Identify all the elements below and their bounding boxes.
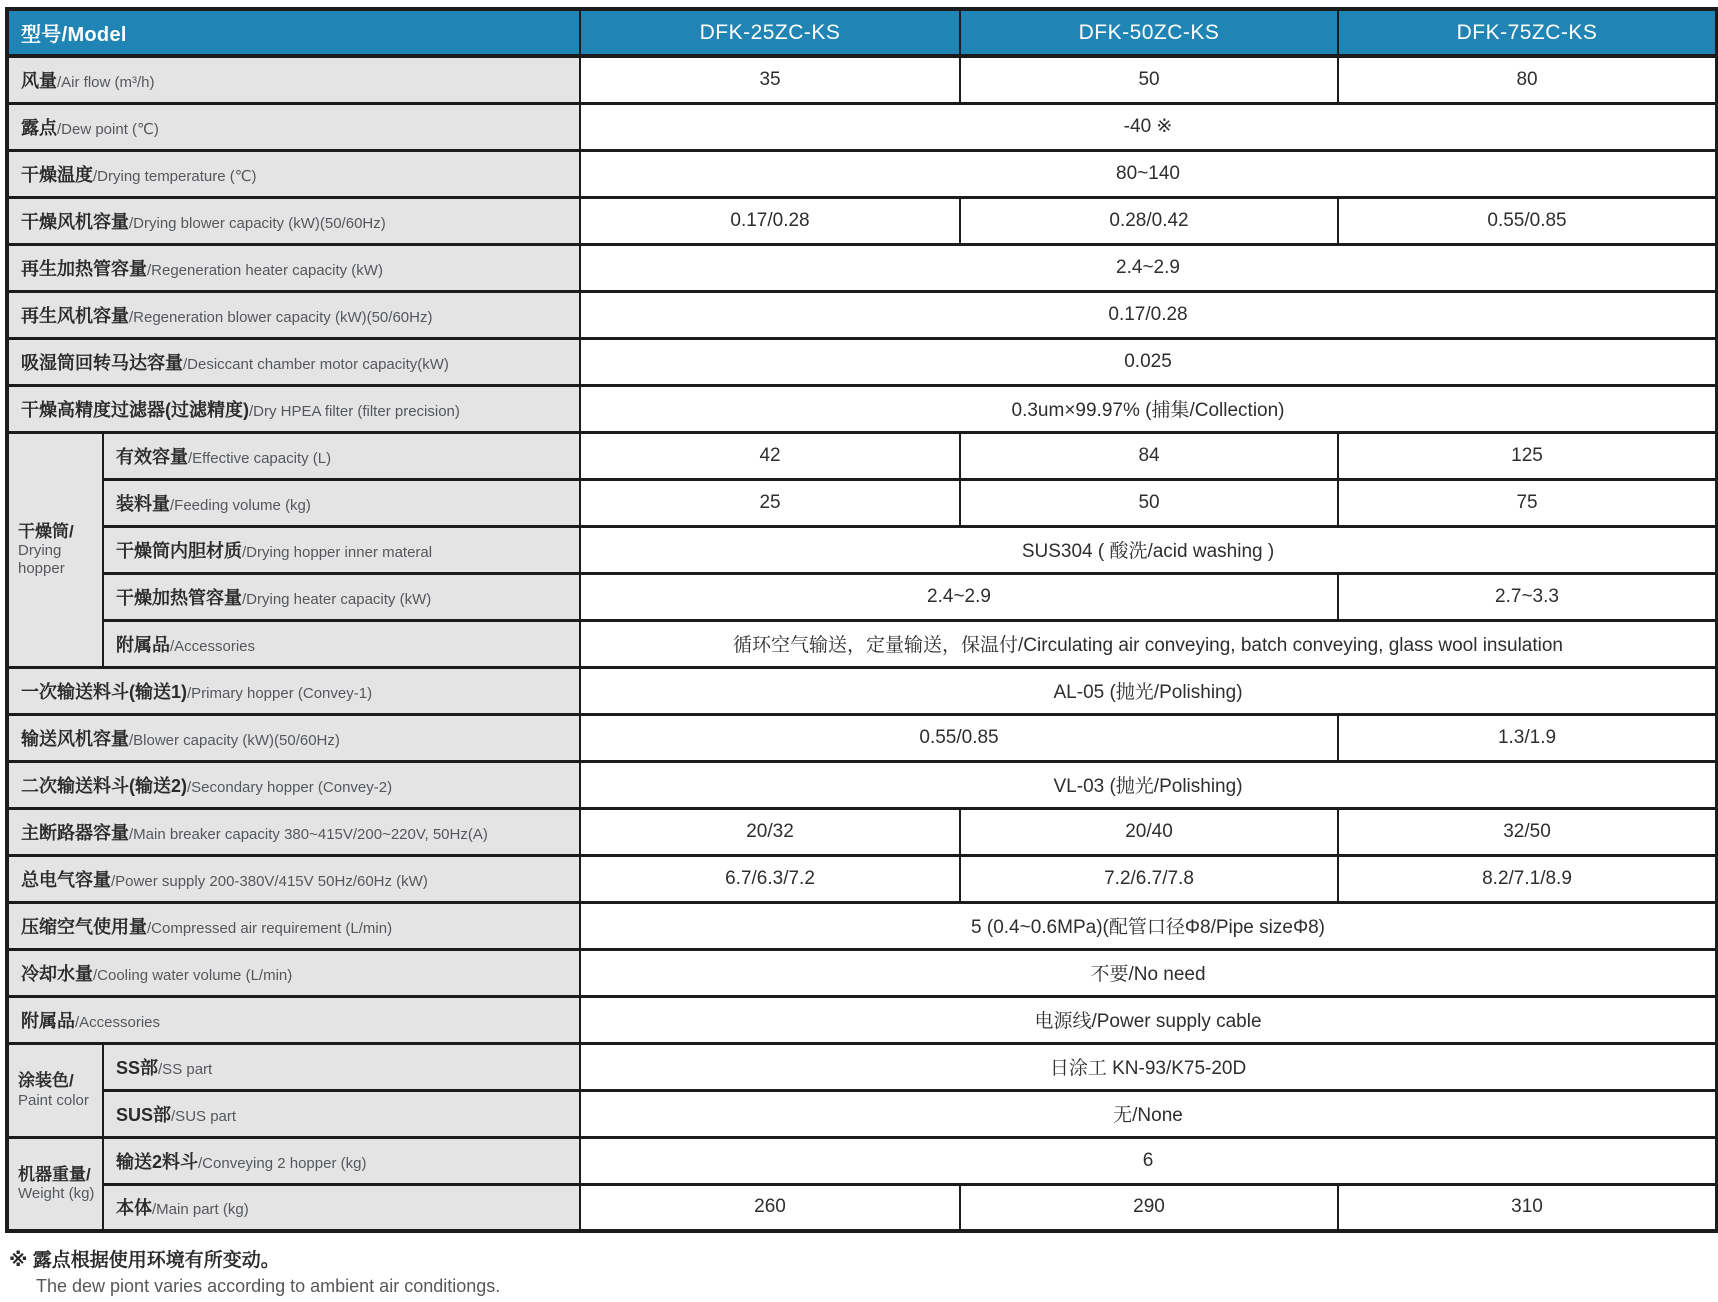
- header-row: [7, 9, 1717, 56]
- value-cell: 不要/No need: [580, 949, 1717, 996]
- label-english: /Blower capacity (kW)(50/60Hz): [129, 731, 340, 749]
- value-cell: 35: [580, 56, 960, 103]
- table-row: [7, 1090, 1717, 1137]
- label-chinese: 露点: [21, 117, 57, 138]
- row-label: [103, 432, 580, 479]
- label-english: /Regeneration blower capacity (kW)(50/60Hz): [129, 308, 433, 326]
- label-english: /Conveying 2 hopper (kg): [198, 1154, 367, 1172]
- label-english: /SUS part: [171, 1107, 237, 1125]
- label-english: /Drying heater capacity (kW): [242, 590, 432, 608]
- label-chinese: 压缩空气使用量: [21, 916, 147, 937]
- label-chinese: 装料量: [116, 493, 170, 514]
- label-chinese: 干燥风机容量: [21, 211, 129, 232]
- table-row: [7, 479, 1717, 526]
- label-chinese: 冷却水量: [21, 963, 93, 984]
- table-row: [7, 432, 1717, 479]
- footnote: [9, 1249, 1714, 1298]
- table-row: [7, 1137, 1717, 1184]
- table-row: [7, 291, 1717, 338]
- group-label-paint_color: [7, 1043, 103, 1137]
- value-cell: VL-03 (抛光/Polishing): [580, 761, 1717, 808]
- value-cell: 0.17/0.28: [580, 291, 1717, 338]
- label-chinese: 附属品: [21, 1010, 75, 1031]
- value-cell: AL-05 (抛光/Polishing): [580, 667, 1717, 714]
- row-label: [7, 338, 580, 385]
- label-english: /Drying blower capacity (kW)(50/60Hz): [129, 214, 386, 232]
- value-cell: 0.55/0.85: [1338, 197, 1717, 244]
- model-header-cell: 型号/Model: [7, 9, 580, 56]
- value-cell: 0.28/0.42: [960, 197, 1338, 244]
- row-label: [103, 479, 580, 526]
- label-chinese: 干燥温度: [21, 164, 93, 185]
- value-cell: 84: [960, 432, 1338, 479]
- label-english: /Regeneration heater capacity (kW): [147, 261, 383, 279]
- value-cell: 25: [580, 479, 960, 526]
- value-cell: 2.7~3.3: [1338, 573, 1717, 620]
- table-row: [7, 150, 1717, 197]
- group-label-drying_hopper: [7, 432, 103, 667]
- table-row: [7, 761, 1717, 808]
- label-chinese: 风量: [21, 70, 57, 91]
- row-label: [7, 667, 580, 714]
- table-row: [7, 667, 1717, 714]
- label-chinese: 干燥高精度过滤器(过滤精度): [21, 399, 249, 420]
- footnote-english: The dew piont varies according to ambient air conditiongs.: [36, 1275, 501, 1296]
- label-english: /Air flow (m³/h): [57, 73, 155, 91]
- value-cell: 75: [1338, 479, 1717, 526]
- label-english: /Effective capacity (L): [188, 449, 332, 467]
- column-header-dfk-50zc-ks: DFK-50ZC-KS: [960, 9, 1338, 56]
- value-cell: 7.2/6.7/7.8: [960, 855, 1338, 902]
- value-cell: 6: [580, 1137, 1717, 1184]
- label-chinese: 总电气容量: [21, 869, 111, 890]
- table-row: [7, 526, 1717, 573]
- value-cell: 80: [1338, 56, 1717, 103]
- label-english: /Primary hopper (Convey-1): [187, 684, 373, 702]
- row-label: [7, 103, 580, 150]
- label-english: Paint color: [18, 1091, 89, 1109]
- label-english: /Main breaker capacity 380~415V/200~220V, 50Hz(A): [129, 825, 488, 843]
- row-label: [7, 761, 580, 808]
- table-row: [7, 1184, 1717, 1231]
- label-chinese: 输送2料斗: [116, 1151, 199, 1172]
- value-cell: 50: [960, 56, 1338, 103]
- row-label: [103, 573, 580, 620]
- table-row: [7, 197, 1717, 244]
- label-chinese: 再生风机容量: [21, 305, 129, 326]
- row-label: [7, 855, 580, 902]
- row-label: [103, 1090, 580, 1137]
- spec-table: [5, 7, 1718, 1233]
- label-chinese: 一次输送料斗(输送1): [21, 681, 187, 702]
- row-label: [103, 620, 580, 667]
- column-header-dfk-75zc-ks: DFK-75ZC-KS: [1338, 9, 1717, 56]
- label-english: /Main part (kg): [152, 1201, 249, 1219]
- label-english: /Drying temperature (℃): [93, 167, 257, 185]
- row-label: [103, 526, 580, 573]
- label-chinese: 主断路器容量: [21, 822, 129, 843]
- row-label: [103, 1043, 580, 1090]
- table-row: [7, 385, 1717, 432]
- value-cell: 0.55/0.85: [580, 714, 1338, 761]
- row-label: [7, 996, 580, 1043]
- value-cell: 310: [1338, 1184, 1717, 1231]
- row-label: [7, 949, 580, 996]
- table-row: [7, 56, 1717, 103]
- table-row: [7, 244, 1717, 291]
- row-label: [7, 197, 580, 244]
- footnote-chinese: ※ 露点根据使用环境有所变动。: [9, 1250, 280, 1271]
- table-row: [7, 808, 1717, 855]
- value-cell: 20/40: [960, 808, 1338, 855]
- row-label: [7, 808, 580, 855]
- label-chinese: 再生加热管容量: [21, 258, 147, 279]
- value-cell: 80~140: [580, 150, 1717, 197]
- spec-table-body: [7, 56, 1717, 1231]
- label-chinese: 吸湿筒回转马达容量: [21, 352, 183, 373]
- value-cell: 2.4~2.9: [580, 573, 1338, 620]
- value-cell: 6.7/6.3/7.2: [580, 855, 960, 902]
- value-cell: 50: [960, 479, 1338, 526]
- label-chinese: 附属品: [116, 634, 170, 655]
- label-english: /Compressed air requirement (L/min): [147, 919, 393, 937]
- label-chinese: SUS部: [116, 1104, 172, 1125]
- label-english: /SS part: [158, 1060, 213, 1078]
- label-chinese: 机器重量/: [18, 1165, 91, 1185]
- value-cell: SUS304 ( 酸洗/acid washing ): [580, 526, 1717, 573]
- table-row: [7, 103, 1717, 150]
- value-cell: 日涂工 KN-93/K75-20D: [580, 1043, 1717, 1090]
- row-label: [7, 56, 580, 103]
- label-english: /Power supply 200-380V/415V 50Hz/60Hz (kW): [111, 872, 428, 890]
- value-cell: 32/50: [1338, 808, 1717, 855]
- label-english: Weight (kg): [18, 1185, 95, 1203]
- value-cell: 无/None: [580, 1090, 1717, 1137]
- value-cell: 125: [1338, 432, 1717, 479]
- group-label-weight: [7, 1137, 103, 1231]
- value-cell: -40 ※: [580, 103, 1717, 150]
- table-row: [7, 996, 1717, 1043]
- label-chinese: 涂装色/: [18, 1071, 74, 1091]
- value-cell: 290: [960, 1184, 1338, 1231]
- table-row: [7, 1043, 1717, 1090]
- value-cell: 20/32: [580, 808, 960, 855]
- value-cell: 0.025: [580, 338, 1717, 385]
- value-cell: 2.4~2.9: [580, 244, 1717, 291]
- value-cell: 42: [580, 432, 960, 479]
- label-english: /Feeding volume (kg): [170, 496, 311, 514]
- label-english: /Cooling water volume (L/min): [93, 966, 293, 984]
- row-label: [7, 291, 580, 338]
- row-label: [7, 244, 580, 291]
- label-chinese: 干燥加热管容量: [116, 587, 242, 608]
- label-english: /Drying hopper inner materal: [242, 543, 433, 561]
- value-cell: 0.3um×99.97% (捕集/Collection): [580, 385, 1717, 432]
- table-row: [7, 855, 1717, 902]
- value-cell: 1.3/1.9: [1338, 714, 1717, 761]
- value-cell: 0.17/0.28: [580, 197, 960, 244]
- table-row: [7, 949, 1717, 996]
- value-cell: 260: [580, 1184, 960, 1231]
- value-cell: 电源线/Power supply cable: [580, 996, 1717, 1043]
- label-english: /Desiccant chamber motor capacity(kW): [183, 355, 449, 373]
- table-row: [7, 620, 1717, 667]
- label-chinese: 有效容量: [116, 446, 188, 467]
- label-english: /Accessories: [170, 637, 256, 655]
- label-english: /Secondary hopper (Convey-2): [187, 778, 393, 796]
- value-cell: 5 (0.4~0.6MPa)(配管口径Φ8/Pipe sizeΦ8): [580, 902, 1717, 949]
- label-chinese: 干燥筒/: [18, 521, 74, 541]
- label-chinese: SS部: [116, 1057, 159, 1078]
- column-header-dfk-25zc-ks: DFK-25ZC-KS: [580, 9, 960, 56]
- row-label: [7, 385, 580, 432]
- label-chinese: 本体: [116, 1198, 152, 1219]
- label-english: /Dew point (℃): [57, 120, 159, 138]
- row-label: [7, 902, 580, 949]
- row-label: [7, 714, 580, 761]
- value-cell: 8.2/7.1/8.9: [1338, 855, 1717, 902]
- table-row: [7, 573, 1717, 620]
- row-label: [7, 150, 580, 197]
- value-cell: 循环空气输送，定量输送，保温付/Circulating air conveying, batch conveying, glass wool insulation: [580, 620, 1717, 667]
- row-label: [103, 1184, 580, 1231]
- table-row: [7, 338, 1717, 385]
- label-chinese: 干燥筒内胆材质: [116, 540, 242, 561]
- table-row: [7, 902, 1717, 949]
- label-chinese: 输送风机容量: [21, 728, 129, 749]
- row-label: [103, 1137, 580, 1184]
- label-english: Drying hopper: [18, 542, 65, 578]
- label-english: /Accessories: [75, 1013, 161, 1031]
- label-chinese: 二次输送料斗(输送2): [21, 775, 187, 796]
- label-english: /Dry HPEA filter (filter precision): [249, 402, 460, 420]
- table-row: [7, 714, 1717, 761]
